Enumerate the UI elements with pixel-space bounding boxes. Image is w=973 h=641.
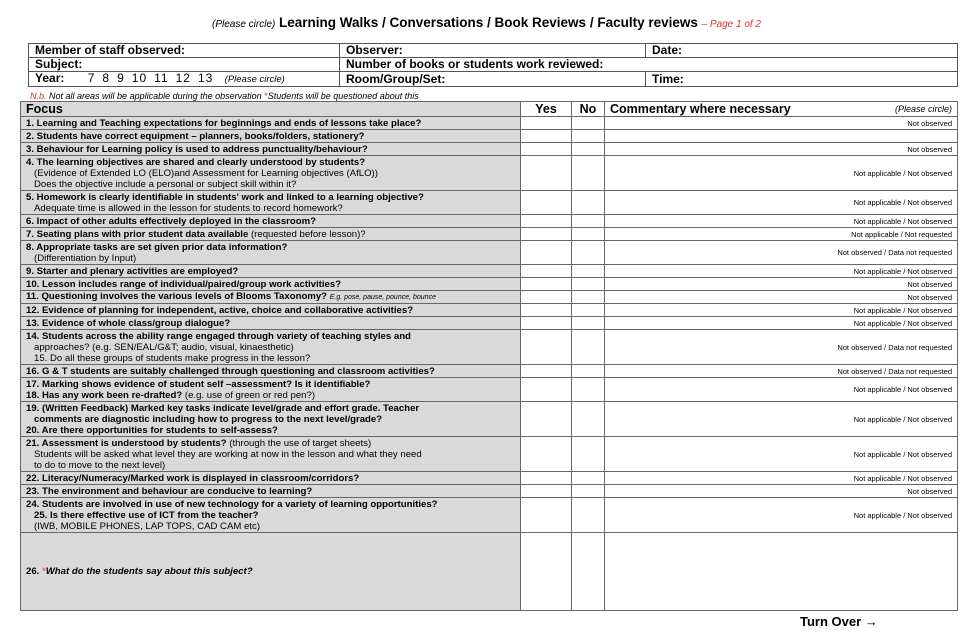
observation-info-table bbox=[28, 43, 958, 87]
no-cell[interactable] bbox=[572, 378, 605, 402]
question-text: 16. G & T students are suitably challenged through questioning and classroom activities? bbox=[26, 365, 435, 377]
question-aside: (through the use of target sheets) bbox=[229, 437, 372, 449]
question-line bbox=[26, 118, 421, 129]
question-line bbox=[26, 279, 341, 290]
question-text: 22. Literacy/Numeracy/Marked work is displayed in classroom/corridors? bbox=[26, 472, 360, 484]
focus-question bbox=[21, 291, 521, 304]
focus-question bbox=[21, 228, 521, 241]
question-subline: 20. Are there opportunities for students to self-assess? bbox=[26, 424, 278, 436]
yes-cell[interactable] bbox=[521, 533, 572, 611]
no-cell[interactable] bbox=[572, 498, 605, 533]
yes-cell[interactable] bbox=[521, 215, 572, 228]
question-subline bbox=[26, 203, 515, 214]
question-line bbox=[26, 566, 253, 577]
question-text: 10. Lesson includes range of individual/paired/group work activities? bbox=[26, 278, 342, 290]
no-cell[interactable] bbox=[572, 265, 605, 278]
question-subline bbox=[26, 449, 515, 460]
no-cell[interactable] bbox=[572, 278, 605, 291]
question-subline bbox=[26, 253, 515, 264]
question-line bbox=[26, 131, 365, 142]
question-subline bbox=[26, 390, 515, 401]
yes-cell[interactable] bbox=[521, 472, 572, 485]
no-cell[interactable] bbox=[572, 437, 605, 472]
question-text: 11. Questioning involves the various levels of Blooms Taxonomy? bbox=[26, 291, 328, 302]
focus-row bbox=[21, 437, 958, 472]
no-cell[interactable] bbox=[572, 533, 605, 611]
focus-question bbox=[21, 215, 521, 228]
question-line bbox=[26, 379, 370, 390]
commentary-cell[interactable]: Not observed bbox=[605, 485, 958, 498]
question-text: 4. The learning objectives are shared and clearly understood by students? bbox=[26, 156, 366, 168]
focus-question bbox=[21, 130, 521, 143]
commentary-cell[interactable]: Not applicable / Not observed bbox=[605, 378, 958, 402]
focus-question bbox=[21, 156, 521, 191]
focus-row bbox=[21, 130, 958, 143]
commentary-cell[interactable]: Not applicable / Not observed bbox=[605, 304, 958, 317]
no-header: No bbox=[572, 102, 605, 117]
question-text: 24. Students are involved in use of new technology for a variety of learning opportunities? bbox=[26, 498, 438, 510]
commentary-header bbox=[605, 102, 958, 117]
question-line bbox=[26, 305, 413, 316]
question-line bbox=[26, 229, 366, 240]
no-cell[interactable] bbox=[572, 143, 605, 156]
commentary-cell[interactable]: Not observed bbox=[605, 278, 958, 291]
subject-field[interactable]: Subject: bbox=[29, 58, 340, 72]
yes-cell[interactable] bbox=[521, 402, 572, 437]
yes-cell[interactable] bbox=[521, 265, 572, 278]
question-text: 13. Evidence of whole class/group dialogue? bbox=[26, 317, 231, 329]
question-line bbox=[26, 216, 316, 227]
year-option[interactable]: 9 bbox=[117, 71, 125, 85]
commentary-header-label: Commentary where necessary bbox=[610, 102, 791, 116]
commentary-header-hint: (Please circle) bbox=[894, 104, 952, 114]
question-line bbox=[26, 266, 238, 277]
observer-field[interactable]: Observer: bbox=[340, 44, 646, 58]
question-subtext: comments are diagnostic including how to progress to the next level/grade? bbox=[34, 413, 383, 425]
question-aside: (e.g. SEN/EAL/G&T; audio, visual, kinaesthetic) bbox=[92, 341, 294, 353]
no-cell[interactable] bbox=[572, 365, 605, 378]
question-star: * bbox=[42, 566, 46, 577]
commentary-cell[interactable]: Not applicable / Not observed bbox=[605, 437, 958, 472]
question-text: 14. Students across the ability range engaged through variety of teaching styles and bbox=[26, 330, 411, 342]
yes-header: Yes bbox=[521, 102, 572, 117]
focus-question bbox=[21, 533, 521, 611]
commentary-cell[interactable] bbox=[605, 130, 958, 143]
focus-row bbox=[21, 378, 958, 402]
focus-question bbox=[21, 265, 521, 278]
date-field[interactable]: Date: bbox=[646, 44, 958, 58]
focus-table bbox=[20, 101, 958, 611]
commentary-cell[interactable] bbox=[605, 533, 958, 611]
question-text: 3. Behaviour for Learning policy is used to address punctuality/behaviour? bbox=[26, 143, 368, 155]
focus-question bbox=[21, 472, 521, 485]
question-subtext: 25. Is there effective use of ICT from the teacher? bbox=[34, 509, 259, 521]
focus-row bbox=[21, 265, 958, 278]
focus-header: Focus bbox=[21, 102, 521, 117]
question-text: 2. Students have correct equipment – planners, books/folders, stationery? bbox=[26, 130, 365, 142]
yes-cell[interactable] bbox=[521, 156, 572, 191]
year-field[interactable] bbox=[29, 72, 340, 87]
year-option[interactable]: 8 bbox=[102, 71, 111, 85]
commentary-cell[interactable]: Not applicable / Not observed bbox=[605, 317, 958, 330]
focus-question bbox=[21, 498, 521, 533]
no-cell[interactable] bbox=[572, 215, 605, 228]
no-cell[interactable] bbox=[572, 317, 605, 330]
member-field[interactable]: Member of staff observed: bbox=[29, 44, 340, 58]
question-text: 5. Homework is clearly identifiable in students' work and linked to a learning objective? bbox=[26, 191, 424, 203]
question-line bbox=[26, 486, 312, 497]
focus-question bbox=[21, 304, 521, 317]
yes-cell[interactable] bbox=[521, 291, 572, 304]
title-main: Learning Walks / Conversations / Book Reviews / Faculty reviews bbox=[278, 15, 698, 30]
commentary-cell[interactable]: Not applicable / Not observed bbox=[605, 498, 958, 533]
title-please-circle: (Please circle) bbox=[212, 19, 276, 30]
question-aside: (e.g. use of green or red pen?) bbox=[184, 389, 316, 401]
focus-row bbox=[21, 291, 958, 304]
question-line bbox=[26, 473, 359, 484]
question-aside: (requested before lesson)? bbox=[250, 228, 366, 240]
question-text: 8. Appropriate tasks are set given prior data information? bbox=[26, 241, 288, 253]
no-cell[interactable] bbox=[572, 485, 605, 498]
question-subtext: 18. Has any work been re-drafted? bbox=[26, 389, 183, 401]
focus-row bbox=[21, 156, 958, 191]
commentary-cell[interactable]: Not observed bbox=[605, 117, 958, 130]
commentary-cell[interactable]: Not applicable / Not observed bbox=[605, 402, 958, 437]
year-option[interactable]: 12 bbox=[175, 71, 191, 85]
question-text: 6. Impact of other adults effectively deployed in the classroom? bbox=[26, 215, 317, 227]
focus-row bbox=[21, 278, 958, 291]
question-subline bbox=[26, 414, 515, 425]
focus-row bbox=[21, 191, 958, 215]
year-hint: (Please circle) bbox=[224, 74, 285, 85]
question-text: 9. Starter and plenary activities are employed? bbox=[26, 265, 239, 277]
question-line bbox=[26, 192, 424, 203]
yes-cell[interactable] bbox=[521, 228, 572, 241]
yes-cell[interactable] bbox=[521, 304, 572, 317]
year-option[interactable]: 13 bbox=[197, 71, 214, 85]
yes-cell[interactable] bbox=[521, 365, 572, 378]
page-indicator: – Page 1 of 2 bbox=[701, 19, 761, 30]
focus-question bbox=[21, 485, 521, 498]
question-line bbox=[26, 438, 371, 449]
no-cell[interactable] bbox=[572, 330, 605, 365]
no-cell[interactable] bbox=[572, 291, 605, 304]
yes-cell[interactable] bbox=[521, 485, 572, 498]
focus-row bbox=[21, 304, 958, 317]
turn-over-label: Turn Over → bbox=[800, 614, 878, 629]
year-option[interactable]: 7 bbox=[87, 71, 96, 85]
time-field[interactable]: Time: bbox=[646, 72, 958, 87]
no-cell[interactable] bbox=[572, 228, 605, 241]
question-subline: Does the objective include a personal or subject skill within it? bbox=[34, 178, 297, 190]
focus-question bbox=[21, 378, 521, 402]
question-line bbox=[26, 499, 438, 510]
question-text: 26. bbox=[26, 566, 40, 577]
room-field[interactable]: Room/Group/Set: bbox=[340, 72, 646, 87]
document-title bbox=[0, 15, 973, 30]
commentary-cell[interactable]: Not observed / Data not requested bbox=[605, 241, 958, 265]
question-subtext: (Evidence of Extended LO (ELO)and Assessment for Learning objectives (AfLO)) bbox=[34, 167, 378, 179]
question-text: 1. Learning and Teaching expectations for beginnings and ends of lessons take place? bbox=[26, 117, 422, 129]
focus-question bbox=[21, 278, 521, 291]
commentary-cell[interactable]: Not applicable / Not requested bbox=[605, 228, 958, 241]
question-text: 19. (Written Feedback) Marked key tasks indicate level/grade and effort grade. Teacher bbox=[26, 402, 420, 414]
focus-row bbox=[21, 485, 958, 498]
yes-cell[interactable] bbox=[521, 317, 572, 330]
focus-row bbox=[21, 498, 958, 533]
focus-row bbox=[21, 365, 958, 378]
year-option[interactable]: 11 bbox=[154, 71, 169, 85]
focus-row bbox=[21, 241, 958, 265]
focus-question bbox=[21, 191, 521, 215]
focus-row bbox=[21, 330, 958, 365]
focus-question bbox=[21, 241, 521, 265]
commentary-cell[interactable]: Not applicable / Not observed bbox=[605, 472, 958, 485]
question-subline bbox=[26, 342, 515, 353]
no-cell[interactable] bbox=[572, 472, 605, 485]
question-subline: (IWB, MOBILE PHONES, LAP TOPS, CAD CAM etc) bbox=[34, 520, 261, 532]
note-label: N.b. bbox=[30, 91, 47, 101]
question-line bbox=[26, 366, 435, 377]
question-text: 7. Seating plans with prior student data available bbox=[26, 228, 249, 240]
question-text: 17. Marking shows evidence of student self –assessment? Is it identifiable? bbox=[26, 378, 371, 390]
question-line bbox=[26, 403, 419, 414]
focus-row bbox=[21, 317, 958, 330]
question-example: E.g. pose, pause, pounce, bounce bbox=[329, 294, 436, 301]
question-text-bold-italic: What do the students say about this subject? bbox=[45, 566, 253, 577]
year-label: Year: bbox=[35, 71, 65, 85]
question-text: 23. The environment and behaviour are conducive to learning? bbox=[26, 485, 313, 497]
focus-row bbox=[21, 533, 958, 611]
question-subtext: Adequate time is allowed in the lesson for students to record homework? bbox=[34, 202, 343, 214]
no-cell[interactable] bbox=[572, 304, 605, 317]
commentary-cell[interactable]: Not applicable / Not observed bbox=[605, 156, 958, 191]
question-line bbox=[26, 242, 287, 253]
focus-question bbox=[21, 402, 521, 437]
no-cell[interactable] bbox=[572, 241, 605, 265]
focus-row bbox=[21, 117, 958, 130]
yes-cell[interactable] bbox=[521, 378, 572, 402]
commentary-cell[interactable]: Not applicable / Not observed bbox=[605, 265, 958, 278]
question-line bbox=[26, 144, 368, 155]
note-star-text: Students will be questioned about this bbox=[267, 91, 419, 101]
commentary-cell[interactable]: Not observed / Data not requested bbox=[605, 330, 958, 365]
commentary-cell[interactable]: Not observed / Data not requested bbox=[605, 365, 958, 378]
yes-cell[interactable] bbox=[521, 278, 572, 291]
focus-question bbox=[21, 117, 521, 130]
focus-question bbox=[21, 317, 521, 330]
yes-cell[interactable] bbox=[521, 130, 572, 143]
question-subline bbox=[26, 168, 515, 179]
commentary-cell[interactable]: Not applicable / Not observed bbox=[605, 191, 958, 215]
no-cell[interactable] bbox=[572, 130, 605, 143]
question-subtext: Students will be asked what level they are working at now in the lesson and what they need bbox=[34, 448, 422, 460]
yes-cell[interactable] bbox=[521, 437, 572, 472]
question-subtext: (Differentiation by Input) bbox=[34, 252, 137, 264]
focus-question bbox=[21, 437, 521, 472]
focus-row bbox=[21, 215, 958, 228]
yes-cell[interactable] bbox=[521, 498, 572, 533]
question-line bbox=[26, 291, 436, 302]
focus-row bbox=[21, 402, 958, 437]
commentary-cell[interactable]: Not observed bbox=[605, 291, 958, 304]
focus-row bbox=[21, 228, 958, 241]
yes-cell[interactable] bbox=[521, 143, 572, 156]
commentary-cell[interactable]: Not applicable / Not observed bbox=[605, 215, 958, 228]
note-line bbox=[30, 91, 419, 101]
no-cell[interactable] bbox=[572, 117, 605, 130]
question-subtext: approaches? bbox=[34, 341, 90, 353]
question-line bbox=[26, 318, 230, 329]
yes-cell[interactable] bbox=[521, 330, 572, 365]
year-options bbox=[88, 72, 225, 86]
focus-question bbox=[21, 143, 521, 156]
yes-cell[interactable] bbox=[521, 241, 572, 265]
no-cell[interactable] bbox=[572, 156, 605, 191]
no-cell[interactable] bbox=[572, 402, 605, 437]
question-subline bbox=[26, 510, 515, 521]
no-cell[interactable] bbox=[572, 191, 605, 215]
note-star: * bbox=[264, 91, 268, 101]
question-line bbox=[26, 331, 411, 342]
yes-cell[interactable] bbox=[521, 191, 572, 215]
question-line bbox=[26, 157, 365, 168]
year-option[interactable]: 10 bbox=[131, 71, 148, 85]
focus-question bbox=[21, 330, 521, 365]
focus-row bbox=[21, 143, 958, 156]
question-text: 12. Evidence of planning for independent, active, choice and collaborative activities? bbox=[26, 304, 414, 316]
focus-row bbox=[21, 472, 958, 485]
question-text: 21. Assessment is understood by students? bbox=[26, 437, 227, 449]
number-reviewed-field[interactable]: Number of books or students work reviewed: bbox=[340, 58, 958, 72]
question-subline: 15. Do all these groups of students make progress in the lesson? bbox=[34, 352, 311, 364]
question-subline: to do to move to the next level) bbox=[34, 459, 166, 471]
commentary-cell[interactable]: Not observed bbox=[605, 143, 958, 156]
focus-question bbox=[21, 365, 521, 378]
note-text: Not all areas will be applicable during the observation bbox=[49, 91, 262, 101]
yes-cell[interactable] bbox=[521, 117, 572, 130]
